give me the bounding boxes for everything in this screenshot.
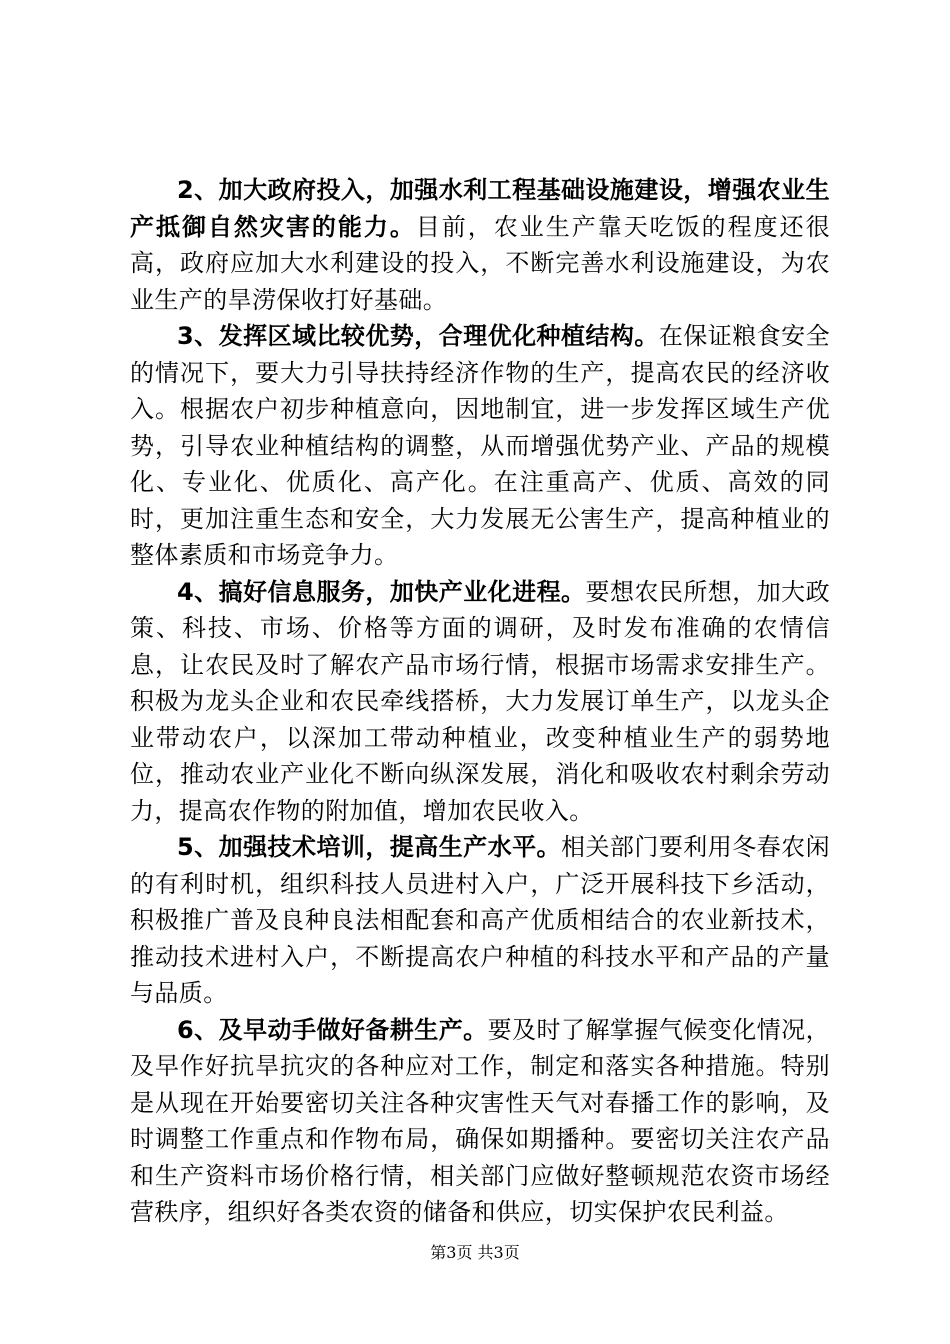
paragraph-5	[130, 829, 830, 1012]
paragraph-heading: 6、及早动手做好备耕生产。	[177, 1015, 488, 1044]
page-number: 第3页 共3页	[430, 1243, 520, 1262]
paragraph-heading: 2、加大政府投入，加强水利工程基础设施建设，增强农业生产抵御自然灾害的能力。	[130, 176, 830, 241]
page-footer	[0, 1243, 950, 1263]
paragraph-text: 目前，农业生产靠天吃饭的程度还很高，政府应加大水利建设的投入，不断完善水利设施建设，为农业生产的旱涝保收打好基础。	[130, 212, 830, 314]
paragraph-text: 相关部门要利用冬春农闲的有利时机，组织科技人员进村入户，广泛开展科技下乡活动，积极推广普及良种良法相配套和高产优质相结合的农业新技术，推动技术进村入户，不断提高农户种植的科技水平和产品的产量与品质。	[130, 833, 830, 1007]
document-body	[130, 172, 830, 1231]
paragraph-6	[130, 1012, 830, 1231]
paragraph-3	[130, 318, 830, 574]
paragraph-text: 在保证粮食安全的情况下，要大力引导扶持经济作物的生产，提高农民的经济收入。根据农户初步种植意向，因地制宜，进一步发挥区域生产优势，引导农业种植结构的调整，从而增强优势产业、产品的规模化、专业化、优质化、高产化。在注重高产、优质、高效的同时，更加注重生态和安全，大力发展无公害生产，提高种植业的整体素质和市场竞争力。	[130, 322, 830, 569]
paragraph-4	[130, 574, 830, 830]
paragraph-heading: 5、加强技术培训，提高生产水平。	[177, 833, 562, 861]
paragraph-heading: 3、发挥区域比较优势，合理优化种植结构。	[177, 322, 659, 350]
paragraph-2	[130, 172, 830, 318]
paragraph-text: 要及时了解掌握气候变化情况，及早作好抗旱抗灾的各种应对工作，制定和落实各种措施。特别是从现在开始要密切关注各种灾害性天气对春播工作的影响，及时调整工作重点和作物布局，确保如期播种。要密切关注农产品和生产资料市场价格行情，相关部门应做好整顿规范农资市场经营秩序，组织好各类农资的储备和供应，切实保护农民利益。	[130, 1015, 830, 1226]
paragraph-text: 要想农民所想，加大政策、科技、市场、价格等方面的调研，及时发布准确的农情信息，让农民及时了解农产品市场行情，根据市场需求安排生产。积极为龙头企业和农民牵线搭桥，大力发展订单生产，以龙头企业带动农户，以深加工带动种植业，改变种植业生产的弱势地位，推动农业产业化不断向纵深发展，消化和吸收农村剩余劳动力，提高农作物的附加值，增加农民收入。	[130, 577, 831, 825]
paragraph-heading: 4、搞好信息服务，加快产业化进程。	[177, 577, 586, 606]
